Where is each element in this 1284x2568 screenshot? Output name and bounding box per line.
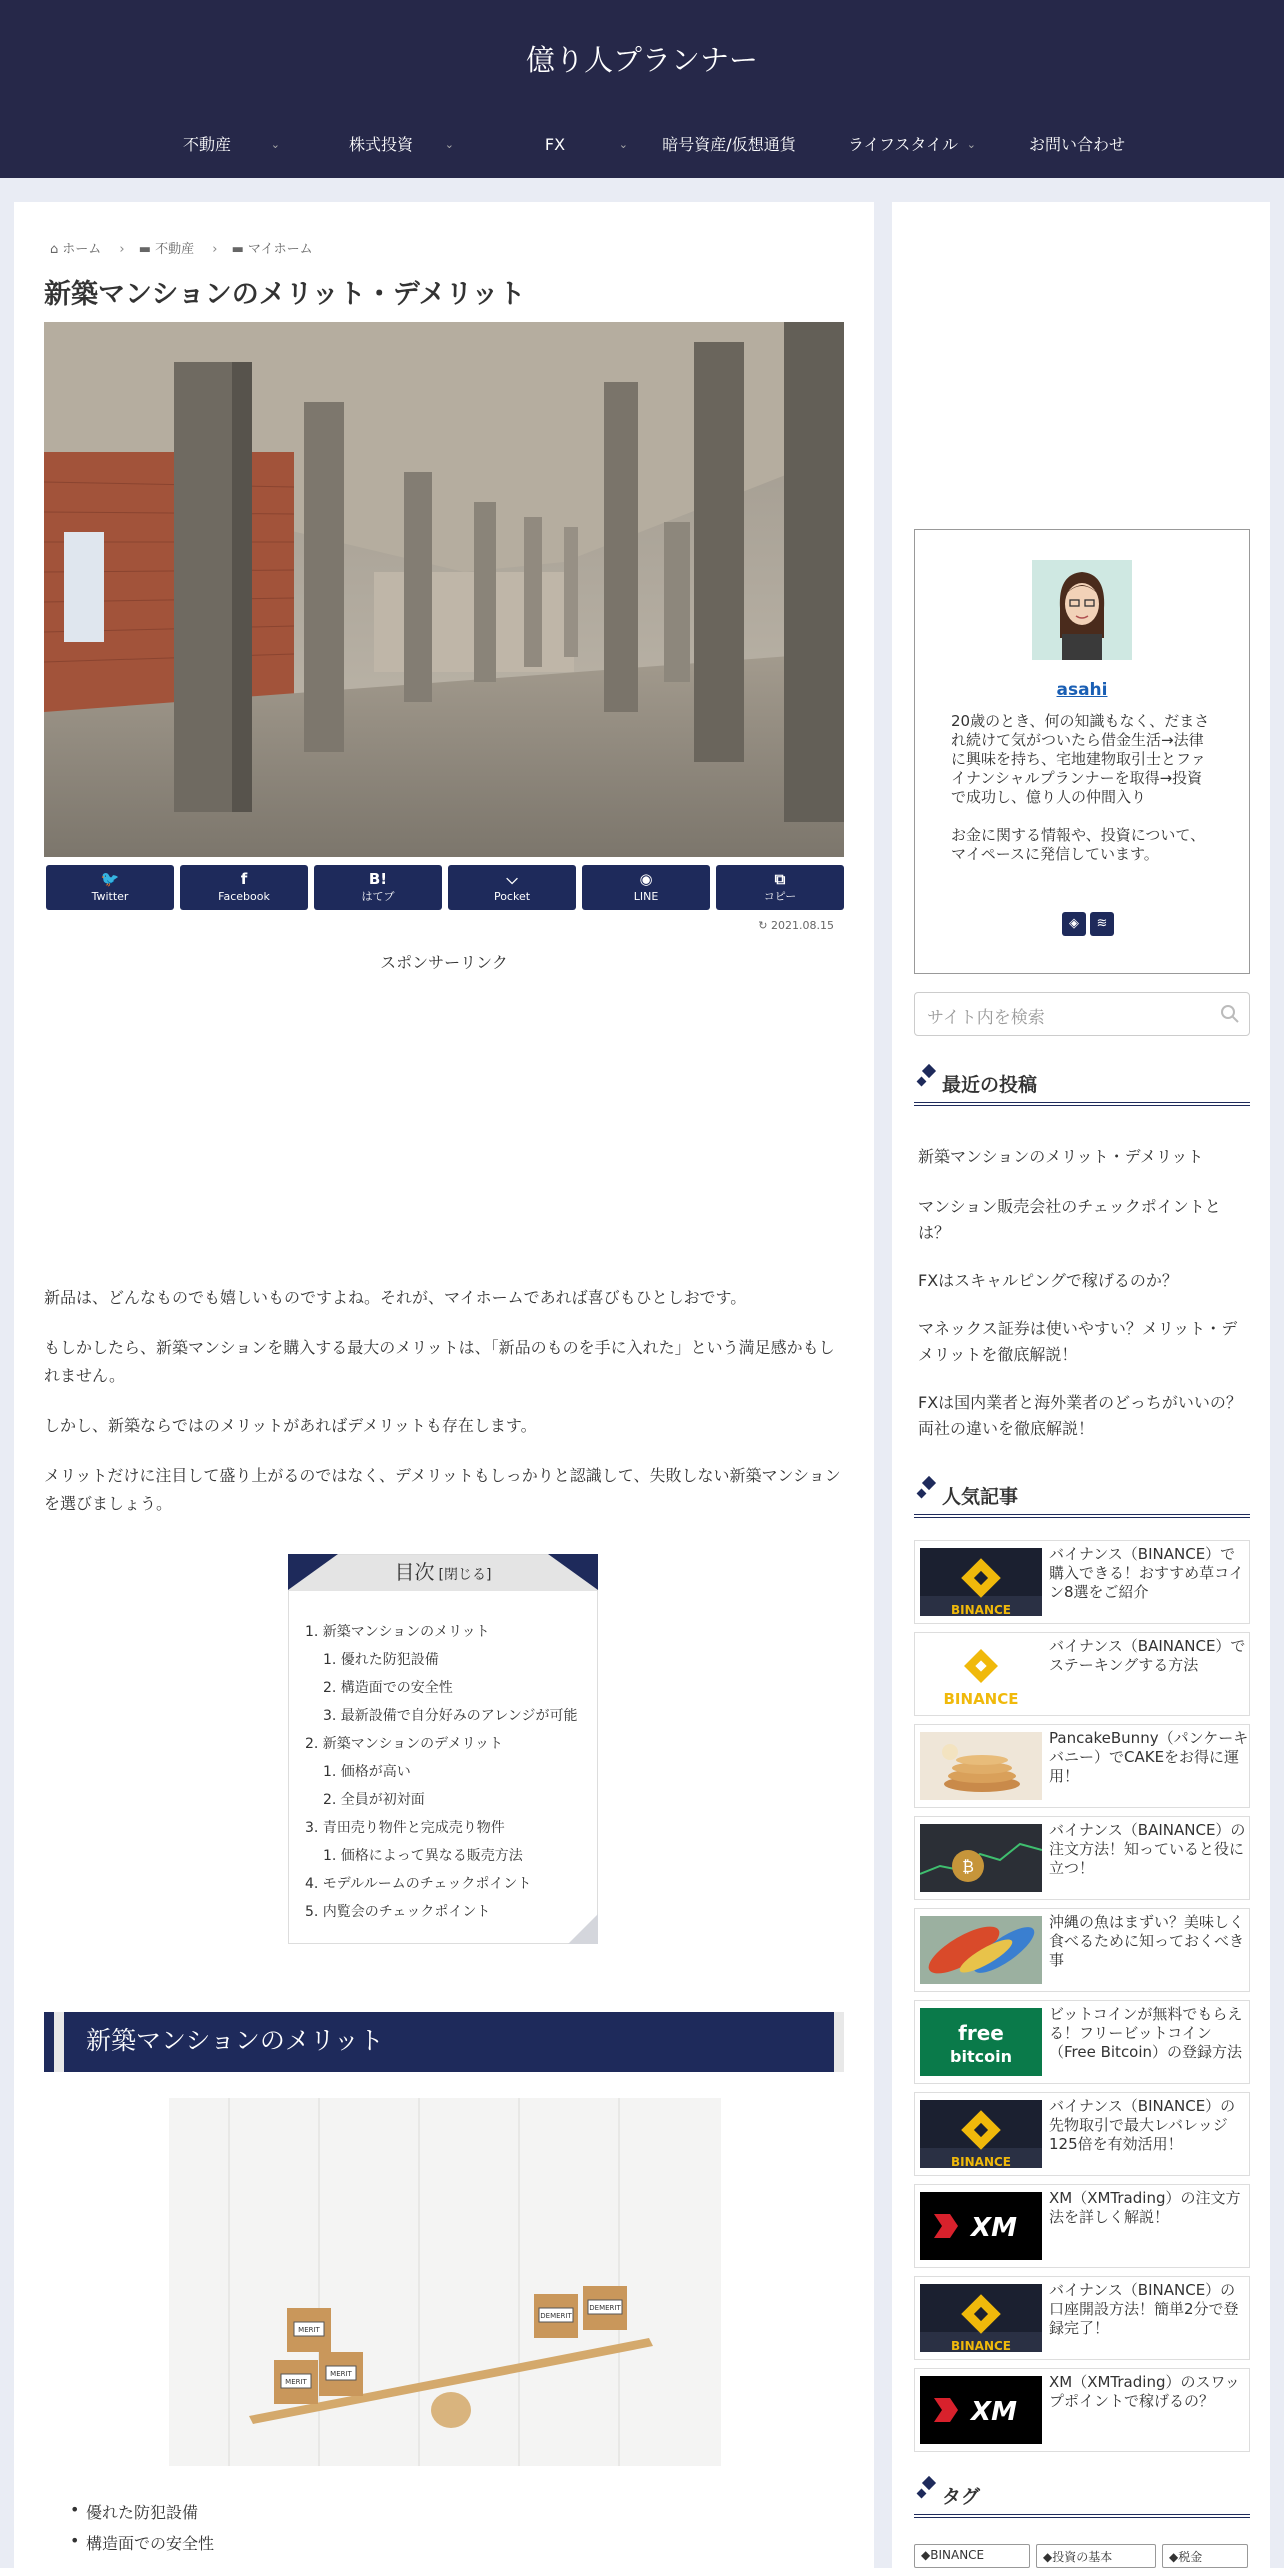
popular-post-title: XM（XMTrading）の注文方法を詳しく解説！ bbox=[1049, 2189, 1241, 2226]
folder-icon: ▬ bbox=[231, 242, 244, 257]
toc-title: 目次 bbox=[394, 1560, 435, 1584]
post-thumbnail bbox=[920, 1732, 1042, 1800]
tags-heading bbox=[914, 2470, 1250, 2518]
toc-item[interactable]: 2. 構造面での安全性 bbox=[323, 1680, 453, 1696]
breadcrumb-category[interactable]: 不動産 bbox=[155, 242, 195, 257]
chevron-down-icon: ⌄ bbox=[270, 138, 280, 151]
section-heading bbox=[44, 2012, 844, 2072]
page-title: 新築マンションのメリット・デメリット bbox=[44, 279, 526, 310]
widget-title: タグ bbox=[942, 2486, 981, 2508]
folder-icon: ▬ bbox=[138, 242, 152, 257]
chevron-right-icon: › bbox=[212, 242, 218, 257]
toc-item[interactable]: 1. 優れた防犯設備 bbox=[323, 1652, 439, 1668]
recent-post-link[interactable]: 新築マンションのメリット・デメリット bbox=[918, 1147, 1204, 1166]
intro-paragraph: メリットだけに注目して盛り上がるのではなく、デメリットもしっかりと認識して、失敗しない新築マンションを選びましょう。 bbox=[44, 1466, 841, 1513]
intro-paragraph: しかし、新築ならではのメリットがあればデメリットも存在します。 bbox=[44, 1416, 537, 1435]
brand-label: free bbox=[958, 2021, 1004, 2045]
nav-label: ライフスタイル bbox=[847, 135, 959, 154]
sponsored-label: スポンサーリンク bbox=[380, 953, 508, 972]
popular-post-title: バイナンス（BAINANCE）でステーキングする方法 bbox=[1049, 1637, 1246, 1674]
merit-block-label: MERIT bbox=[298, 2326, 320, 2334]
feedly-icon[interactable]: ◈ bbox=[1062, 912, 1086, 936]
popular-post-title: ビットコインが無料でもらえる！フリービットコイン（Free Bitcoin）の登録方法 bbox=[1049, 2005, 1243, 2061]
ad-space bbox=[892, 202, 1270, 502]
home-icon: ⌂ bbox=[50, 242, 59, 257]
brand-label: XM bbox=[971, 2397, 1017, 2427]
share-label: Facebook bbox=[218, 890, 270, 903]
brand-label: XM bbox=[971, 2213, 1017, 2243]
recent-post-link[interactable]: FXはスキャルピングで稼げるのか？ bbox=[918, 1271, 1178, 1290]
nav-label: 暗号資産/仮想通貨 bbox=[662, 135, 796, 154]
tag-label: BINANCE bbox=[930, 2548, 985, 2562]
popular-post-card[interactable] bbox=[914, 1816, 1250, 1900]
share-twitter-button[interactable] bbox=[46, 865, 174, 910]
heading-accent bbox=[44, 2012, 54, 2072]
main-content bbox=[14, 202, 874, 2568]
sidebar bbox=[892, 202, 1270, 2568]
toc-corner-decoration bbox=[568, 1914, 598, 1944]
profile-desc-text: 20歳のとき、何の知識もなく、だまされ続けて気がついたら借金生活→法律に興味を持ち、宅地建物取引士とファイナンシャルプランナーを取得→投資で成功し、億り人の仲間入り bbox=[951, 712, 1210, 806]
toc-item[interactable]: 1. 価格が高い bbox=[323, 1764, 411, 1780]
post-thumbnail bbox=[920, 2376, 1042, 2444]
nav-item-crypto[interactable] bbox=[642, 128, 816, 168]
toc-corner-decoration bbox=[288, 1554, 338, 1590]
list-item: • 優れた防犯設備 bbox=[86, 2500, 198, 2523]
widget-title: 最近の投稿 bbox=[942, 1074, 1038, 1096]
chevron-down-icon: ⌄ bbox=[444, 138, 454, 151]
toc-item[interactable]: 5. 内覧会のチェックポイント bbox=[305, 1904, 491, 1920]
popular-post-card[interactable] bbox=[914, 1908, 1250, 1992]
popular-post-card[interactable] bbox=[914, 1724, 1250, 1808]
hatena-icon: B! bbox=[368, 870, 388, 888]
search-icon[interactable] bbox=[1219, 1003, 1241, 1025]
post-thumbnail bbox=[920, 2008, 1042, 2076]
global-nav bbox=[120, 128, 1164, 168]
popular-posts-heading bbox=[914, 1470, 1250, 1518]
recent-post-link[interactable]: FXは国内業者と海外業者のどっちがいいの？両社の違いを徹底解説！ bbox=[918, 1393, 1242, 1438]
brand-label: BINANCE bbox=[951, 1603, 1011, 1616]
demerit-block-label: DEMERIT bbox=[540, 2312, 572, 2320]
toc-item[interactable]: 3. 青田売り物件と完成売り物件 bbox=[305, 1820, 505, 1836]
line-icon: ◉ bbox=[639, 870, 653, 888]
list-item: • 構造面での安全性 bbox=[86, 2531, 214, 2554]
table-of-contents bbox=[288, 1554, 598, 1944]
eyecatch-image bbox=[44, 322, 844, 857]
search-box[interactable] bbox=[914, 992, 1250, 1036]
chevron-down-icon: ⌄ bbox=[966, 138, 976, 151]
share-label: コピー bbox=[763, 890, 797, 903]
recent-post-link[interactable]: マンション販売会社のチェックポイントとは？ bbox=[918, 1197, 1221, 1242]
toc-item[interactable]: 2. 新築マンションのデメリット bbox=[305, 1736, 504, 1752]
toc-item[interactable]: 4. モデルルームのチェックポイント bbox=[305, 1876, 532, 1892]
svg-text:₿: ₿ bbox=[962, 1857, 974, 1876]
twitter-icon: 🐦 bbox=[100, 870, 120, 888]
tag-link[interactable] bbox=[914, 2544, 1030, 2568]
share-buttons bbox=[46, 865, 846, 911]
section-heading-text: 新築マンションのメリット bbox=[64, 2012, 834, 2072]
share-label: Pocket bbox=[493, 890, 531, 903]
nav-item-stocks[interactable] bbox=[294, 128, 468, 168]
tag-link[interactable] bbox=[1162, 2544, 1248, 2568]
profile-box bbox=[914, 529, 1250, 974]
toc-item[interactable]: 3. 最新設備で自分好みのアレンジが可能 bbox=[323, 1708, 578, 1724]
popular-post-card[interactable] bbox=[914, 2000, 1250, 2084]
demerit-block-label: DEMERIT bbox=[589, 2304, 621, 2312]
clock-icon: ↻ bbox=[758, 919, 768, 932]
post-thumbnail bbox=[920, 1640, 1042, 1708]
toc-item[interactable]: 1. 新築マンションのメリット bbox=[305, 1624, 490, 1640]
profile-name-link[interactable]: asahi bbox=[1056, 680, 1108, 700]
share-label: はてブ bbox=[361, 890, 395, 903]
pocket-icon: ⌵ bbox=[506, 870, 518, 888]
merit-block-label: MERIT bbox=[330, 2370, 352, 2378]
brand-label: BINANCE bbox=[943, 1690, 1019, 1708]
site-title[interactable]: 億り人プランナー bbox=[525, 43, 758, 77]
facebook-icon: f bbox=[240, 870, 248, 888]
popular-post-title: バイナンス（BINANCE）の先物取引で最大レバレッジ125倍を有効活用！ bbox=[1049, 2097, 1236, 2153]
nav-item-fx[interactable] bbox=[468, 128, 642, 168]
share-label: Twitter bbox=[91, 890, 129, 903]
diamond-icon bbox=[917, 1489, 927, 1499]
breadcrumb bbox=[50, 238, 317, 257]
share-line-button[interactable] bbox=[582, 865, 710, 910]
copy-icon: ⧉ bbox=[774, 870, 786, 888]
popular-post-title: バイナンス（BINANCE）の口座開設方法！簡単2分で登録完了！ bbox=[1049, 2281, 1239, 2337]
post-thumbnail bbox=[920, 2192, 1042, 2260]
share-pocket-button[interactable] bbox=[448, 865, 576, 910]
nav-label: お問い合わせ bbox=[1028, 135, 1125, 154]
tag-label: 税金 bbox=[1178, 2550, 1203, 2564]
post-thumbnail bbox=[920, 2100, 1042, 2168]
tag-icon: ◆ bbox=[1043, 2550, 1053, 2564]
brand-label: BINANCE bbox=[951, 2155, 1011, 2168]
widget-title: 人気記事 bbox=[942, 1486, 1019, 1508]
nav-label: FX bbox=[544, 135, 566, 154]
popular-post-title: バイナンス（BINANCE）で購入できる！おすすめ草コイン8選をご紹介 bbox=[1049, 1545, 1244, 1601]
profile-links bbox=[1056, 912, 1116, 936]
breadcrumb-subcategory[interactable]: マイホーム bbox=[247, 242, 313, 257]
breadcrumb-home[interactable]: ホーム bbox=[62, 242, 102, 257]
toc-toggle-button[interactable]: [閉じる] bbox=[438, 1567, 492, 1583]
intro-paragraph: 新品は、どんなものでも嬉しいものですよね。それが、マイホームであれば喜びもひとしおです。 bbox=[44, 1288, 747, 1307]
nav-item-contact[interactable] bbox=[990, 128, 1164, 168]
nav-label: 不動産 bbox=[182, 135, 231, 154]
nav-item-lifestyle[interactable] bbox=[816, 128, 990, 168]
tag-label: 投資の基本 bbox=[1052, 2550, 1113, 2564]
popular-post-card[interactable] bbox=[914, 2092, 1250, 2176]
post-date bbox=[758, 919, 834, 932]
popular-post-title: バイナンス（BAINANCE）の注文方法！知っていると役に立つ！ bbox=[1049, 1821, 1246, 1877]
merit-seesaw-image bbox=[169, 2098, 721, 2466]
popular-post-card[interactable] bbox=[914, 2184, 1250, 2268]
share-copy-button[interactable] bbox=[716, 865, 844, 910]
chevron-right-icon: › bbox=[119, 242, 125, 257]
toc-item[interactable]: 1. 価格によって異なる販売方法 bbox=[323, 1848, 523, 1864]
popular-post-card[interactable] bbox=[914, 1632, 1250, 1716]
diamond-icon bbox=[922, 2476, 936, 2490]
brand-label: BINANCE bbox=[951, 2339, 1011, 2352]
post-thumbnail bbox=[920, 1548, 1042, 1616]
popular-post-title: 沖縄の魚はまずい？美味しく食べるために知っておくべき事 bbox=[1049, 1913, 1245, 1969]
toc-corner-decoration bbox=[548, 1554, 598, 1590]
tag-link[interactable] bbox=[1036, 2544, 1156, 2568]
diamond-icon bbox=[917, 1077, 927, 1087]
tag-icon: ◆ bbox=[921, 2548, 931, 2562]
post-thumbnail bbox=[920, 1916, 1042, 1984]
nav-item-real-estate[interactable] bbox=[120, 128, 294, 168]
intro-paragraph: もしかしたら、新築マンションを購入する最大のメリットは、「新品のものを手に入れた」という満足感かもしれません。 bbox=[44, 1338, 835, 1385]
site-header bbox=[0, 0, 1284, 178]
popular-post-card[interactable] bbox=[914, 2368, 1250, 2452]
recent-post-link[interactable]: マネックス証券は使いやすい？メリット・デメリットを徹底解説！ bbox=[918, 1319, 1238, 1364]
toc-item[interactable]: 2. 全員が初対面 bbox=[323, 1792, 425, 1808]
date-text: 2021.08.15 bbox=[771, 919, 834, 932]
share-facebook-button[interactable] bbox=[180, 865, 308, 910]
rss-icon[interactable]: ≋ bbox=[1090, 912, 1114, 936]
profile-description bbox=[951, 712, 1217, 864]
tag-icon: ◆ bbox=[1169, 2550, 1179, 2564]
merit-block-label: MERIT bbox=[285, 2378, 307, 2386]
diamond-icon bbox=[917, 2489, 927, 2499]
avatar bbox=[1032, 560, 1132, 660]
popular-post-card[interactable] bbox=[914, 1540, 1250, 1624]
post-thumbnail bbox=[920, 1824, 1042, 1892]
popular-post-title: PancakeBunny（パンケーキバニー）でCAKEをお得に運用！ bbox=[1049, 1729, 1249, 1785]
share-label: LINE bbox=[633, 890, 659, 903]
nav-label: 株式投資 bbox=[348, 135, 413, 154]
popular-post-card[interactable] bbox=[914, 2276, 1250, 2360]
search-input[interactable]: サイト内を検索 bbox=[927, 1008, 1045, 1028]
popular-post-title: XM（XMTrading）のスワップポイントで稼げるの？ bbox=[1049, 2373, 1240, 2410]
profile-desc-text: お金に関する情報や、投資について、マイペースに発信しています。 bbox=[951, 826, 1206, 863]
brand-label: bitcoin bbox=[950, 2047, 1012, 2066]
post-thumbnail bbox=[920, 2284, 1042, 2352]
diamond-icon bbox=[922, 1064, 936, 1078]
share-hatena-button[interactable] bbox=[314, 865, 442, 910]
chevron-down-icon: ⌄ bbox=[618, 138, 628, 151]
diamond-icon bbox=[922, 1476, 936, 1490]
recent-posts-heading bbox=[914, 1058, 1250, 1106]
